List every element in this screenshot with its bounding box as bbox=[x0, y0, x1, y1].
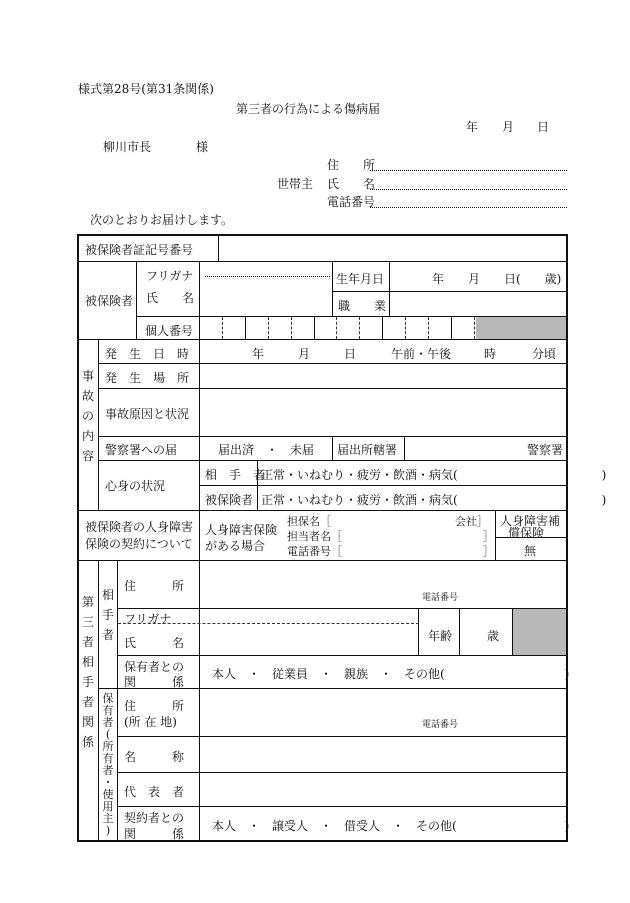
compensation-none[interactable]: 無 bbox=[524, 544, 537, 558]
birth-format: 年 月 日( 歳) bbox=[432, 272, 562, 286]
datetime-year: 年 bbox=[252, 347, 265, 361]
applicant-name-label: 氏 名 bbox=[327, 177, 376, 191]
compensation-line2: 償保険 bbox=[508, 526, 545, 540]
third-party-section-label: 第 三 者 相 手 者 関 係 bbox=[81, 595, 94, 749]
personal-number-field[interactable] bbox=[201, 318, 474, 338]
insurance-company-label: 担保名［ bbox=[287, 515, 331, 528]
holder-relation-line1: 保有者との bbox=[124, 660, 185, 674]
police-options[interactable]: 届出済 ・ 未届 bbox=[218, 443, 315, 457]
contract-relation-line1: 契約者との bbox=[124, 811, 185, 825]
datetime-month: 月 bbox=[298, 347, 311, 361]
intro-text: 次のとおりお届けします。 bbox=[90, 213, 234, 227]
third-party-blank bbox=[513, 609, 566, 655]
cause-label: 事故原因と状況 bbox=[105, 407, 190, 421]
insured-section-label: 被保険者 bbox=[85, 294, 134, 308]
owner-name-field[interactable] bbox=[201, 738, 565, 771]
party-furigana-label: フリガナ bbox=[124, 612, 172, 626]
personal-number-label: 個人番号 bbox=[145, 324, 194, 338]
owner-name-label: 名 称 bbox=[124, 750, 185, 764]
owner-label: 保 有 者 ( 所 有 者 ・ 使 用 主 ) bbox=[102, 692, 114, 837]
police-suffix: 警察署 bbox=[527, 443, 564, 457]
applicant-name-line[interactable] bbox=[370, 189, 567, 190]
owner-address-line1: 住 所 bbox=[124, 699, 185, 713]
party-phone-label: 電話番号 bbox=[422, 593, 459, 603]
holder-relation-line2: 関 係 bbox=[124, 675, 185, 689]
birth-label: 生年月日 bbox=[336, 272, 385, 286]
accident-section-label: 事 故 の 内 容 bbox=[81, 369, 94, 463]
date-year: 年 bbox=[466, 120, 479, 134]
party-address-field[interactable] bbox=[201, 563, 565, 607]
place-field[interactable] bbox=[201, 365, 565, 387]
datetime-hour: 時 bbox=[484, 347, 497, 361]
compensation-line1: 人身障害補 bbox=[500, 514, 561, 528]
police-jurisdiction-label: 届出所轄署 bbox=[337, 443, 398, 457]
datetime-ampm: 午前・午後 bbox=[391, 347, 452, 361]
party-label: 相 手 者 bbox=[101, 588, 114, 642]
police-label: 警察署への届 bbox=[105, 443, 178, 457]
honorific: 様 bbox=[196, 140, 209, 154]
insured-name-field[interactable] bbox=[201, 263, 331, 315]
addressee: 柳川市長 bbox=[103, 140, 152, 154]
party-age-unit: 歳 bbox=[487, 629, 500, 643]
form-number: 様式第28号(第31条関係) bbox=[78, 82, 214, 96]
owner-phone-label: 電話番号 bbox=[422, 720, 459, 730]
job-field[interactable] bbox=[391, 293, 565, 315]
condition-label: 心身の状況 bbox=[105, 479, 166, 493]
condition-other-party-options[interactable]: 正常・いねむり・疲労・飲酒・病気( ) bbox=[261, 468, 607, 482]
party-name-label: 氏 名 bbox=[124, 636, 185, 650]
date-day: 日 bbox=[537, 120, 550, 134]
applicant-phone-line[interactable] bbox=[370, 207, 567, 208]
contract-label-line1: 被保険者の人身障害 bbox=[85, 520, 194, 534]
datetime-label: 発 生 日 時 bbox=[105, 347, 190, 361]
contract-relation-line2: 関 係 bbox=[124, 827, 185, 841]
cert-number-label: 被保険者証記号番号 bbox=[85, 243, 194, 257]
owner-address-field[interactable] bbox=[201, 690, 565, 735]
insurance-company-suffix: 会社］ bbox=[455, 515, 488, 528]
has-insurance-line1: 人身障害保険 bbox=[205, 523, 278, 537]
date-month: 月 bbox=[502, 120, 515, 134]
insurance-phone-close: ］ bbox=[483, 545, 494, 558]
place-label: 発 生 場 所 bbox=[105, 371, 190, 385]
householder-label: 世帯主 bbox=[277, 177, 314, 191]
cause-field[interactable] bbox=[201, 390, 565, 435]
representative-label: 代 表 者 bbox=[124, 785, 185, 799]
holder-relation-options[interactable]: 本人 ・ 従業員 ・ 親族 ・ その他( ) bbox=[212, 667, 570, 681]
insured-name-label: 氏 名 bbox=[146, 291, 195, 305]
applicant-address-label: 住 所 bbox=[327, 158, 376, 172]
applicant-phone-label: 電話番号 bbox=[327, 195, 376, 209]
has-insurance-line2: がある場合 bbox=[205, 539, 266, 553]
job-label: 職 業 bbox=[338, 299, 387, 313]
contract-relation-options[interactable]: 本人 ・ 譲受人 ・ 借受人 ・ その他( ) bbox=[212, 819, 570, 833]
insurance-phone-label: 電話番号［ bbox=[287, 545, 342, 558]
owner-address-line2: (所 在 地) bbox=[124, 715, 177, 729]
representative-field[interactable] bbox=[201, 774, 565, 805]
condition-insured-options[interactable]: 正常・いねむり・疲労・飲酒・病気( ) bbox=[261, 493, 607, 507]
insurance-person-label: 担当者名［ bbox=[287, 530, 342, 543]
party-address-label: 住 所 bbox=[124, 579, 185, 593]
applicant-address-line[interactable] bbox=[370, 170, 567, 171]
party-age-label: 年齢 bbox=[428, 629, 453, 643]
cert-number-field[interactable] bbox=[220, 237, 564, 259]
condition-insured-label: 被保険者 bbox=[205, 493, 254, 507]
datetime-minute: 分頃 bbox=[532, 347, 557, 361]
datetime-day: 日 bbox=[344, 347, 357, 361]
furigana-label: フリガナ bbox=[146, 269, 194, 283]
contract-label-line2: 保険の契約について bbox=[85, 537, 193, 551]
condition-other-party-label: 相 手 者 bbox=[205, 468, 266, 482]
party-name-field[interactable] bbox=[201, 625, 417, 654]
form-title: 第三者の行為による傷病届 bbox=[236, 102, 381, 116]
insurance-person-close: ］ bbox=[483, 530, 494, 543]
personal-number-blank bbox=[476, 317, 566, 339]
